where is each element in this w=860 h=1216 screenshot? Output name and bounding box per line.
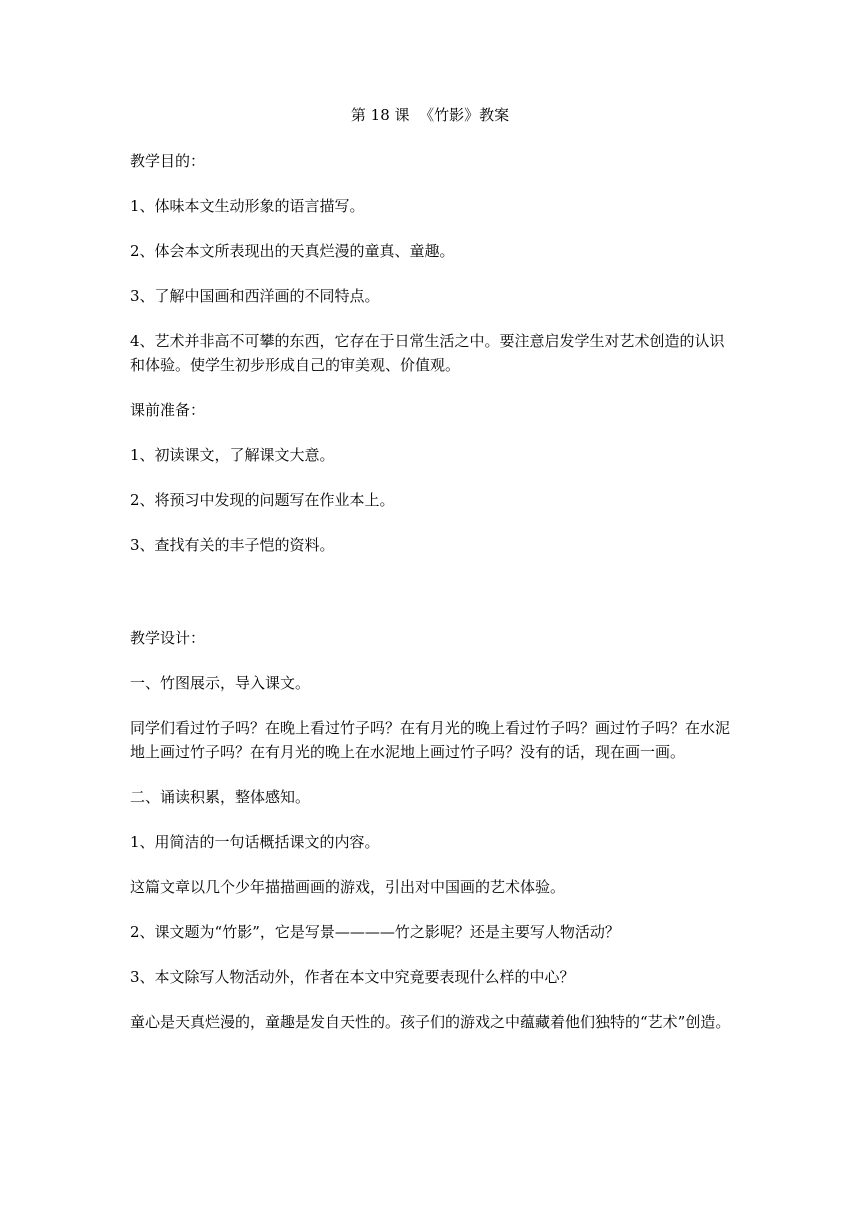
answer-paragraph: 童心是天真烂漫的，童趣是发自天性的。孩子们的游戏之中蕴藏着他们独特的“艺术”创造。	[130, 1013, 731, 1031]
section-heading: 二、诵读积累，整体感知。	[130, 788, 311, 806]
preparation-item: 3、查找有关的丰子恺的资料。	[130, 536, 335, 554]
objectives-heading: 教学目的：	[130, 152, 206, 170]
answer-paragraph: 这篇文章以几个少年描描画画的游戏，引出对中国画的艺术体验。	[130, 878, 566, 896]
objective-item: 1、体味本文生动形象的语言描写。	[130, 197, 365, 215]
section-heading: 一、竹图展示，导入课文。	[130, 674, 311, 692]
question-item: 1、用简洁的一句话概括课文的内容。	[130, 833, 380, 851]
preparation-item: 2、将预习中发现的问题写在作业本上。	[130, 491, 395, 509]
objective-item: 3、了解中国画和西洋画的不同特点。	[130, 287, 380, 305]
design-heading: 教学设计：	[130, 629, 206, 647]
document-title: 第 18 课 《竹影》教案	[350, 106, 510, 124]
preparation-heading: 课前准备：	[130, 401, 206, 419]
question-item: 3、本文除写人物活动外，作者在本文中究竟要表现什么样的中心？	[130, 968, 575, 986]
document-body	[130, 149, 732, 1034]
objective-item: 2、体会本文所表现出的天真烂漫的童真、童趣。	[130, 242, 455, 260]
question-item: 2、课文题为“竹影”，它是写景————竹之影呢？还是主要写人物活动？	[130, 923, 620, 941]
objective-item: 4、艺术并非高不可攀的东西，它存在于日常生活之中。要注意启发学生对艺术创造的认识和体验。使学生初步形成自己的审美观、价值观。	[130, 332, 725, 374]
preparation-item: 1、初读课文，了解课文大意。	[130, 446, 335, 464]
section-paragraph: 同学们看过竹子吗？在晚上看过竹子吗？在有月光的晚上看过竹子吗？画过竹子吗？在水泥地上画过竹子吗？在有月光的晚上在水泥地上画过竹子吗？没有的话，现在画一画。	[130, 719, 731, 761]
